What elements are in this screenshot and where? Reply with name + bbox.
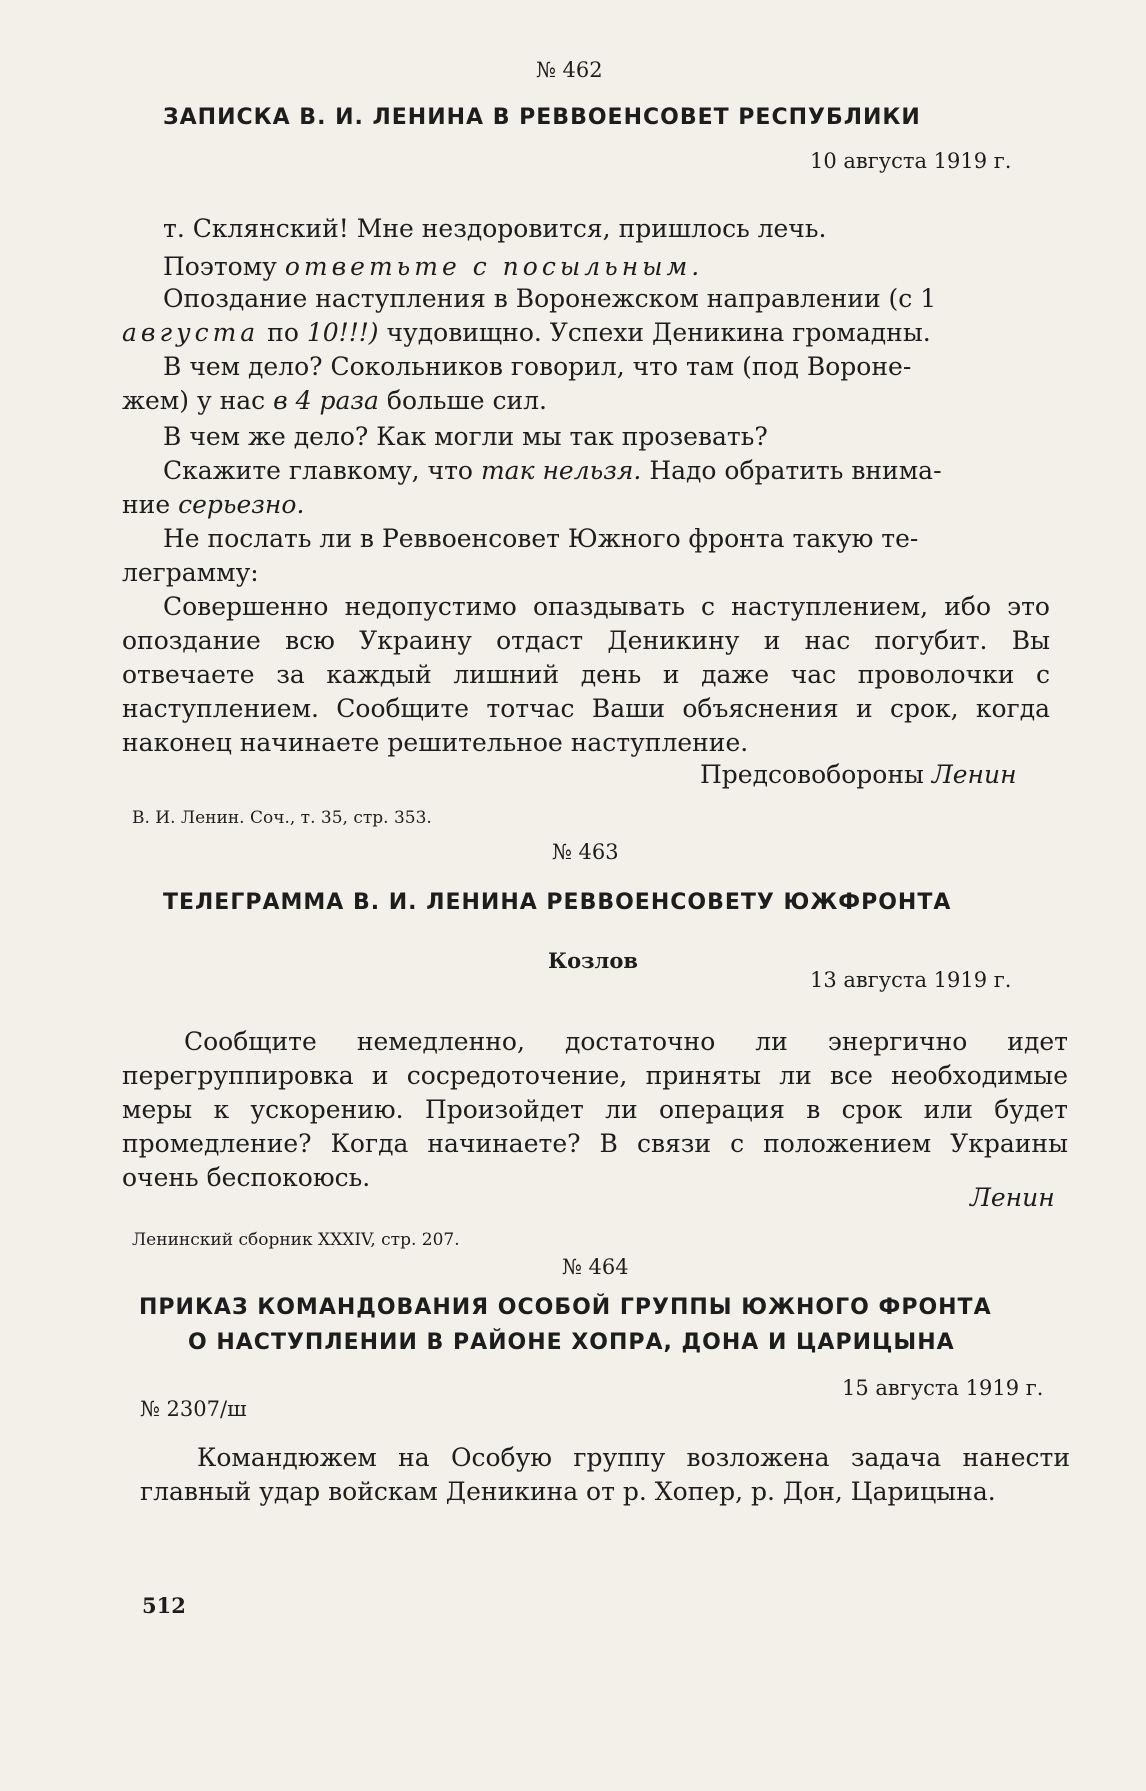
doc-place: Козлов: [548, 948, 638, 973]
text-line: Не послать ли в Реввоенсовет Южного фронта такую те-: [163, 524, 919, 553]
doc-date: 10 августа 1919 г.: [810, 149, 1012, 173]
doc-date: 13 августа 1919 г.: [810, 968, 1012, 992]
text-line: В чем же дело? Как могли мы так прозевать?: [163, 422, 768, 451]
doc-title: О НАСТУПЛЕНИИ В РАЙОНЕ ХОПРА, ДОНА И ЦАРИЦЫНА: [188, 1330, 955, 1355]
order-number: № 2307/ш: [140, 1397, 247, 1421]
text-line: В чем дело? Сокольников говорил, что там (под Вороне-: [163, 352, 912, 381]
page-number: 512: [142, 1593, 186, 1618]
source-citation: Ленинский сборник XXXIV, стр. 207.: [132, 1230, 460, 1250]
text-line: жем) у нас в 4 раза больше сил.: [122, 386, 547, 415]
text-line: августа по 10!!!) чудовищно. Успехи Деникина громадны.: [122, 318, 931, 347]
doc-title: ПРИКАЗ КОМАНДОВАНИЯ ОСОБОЙ ГРУППЫ ЮЖНОГО ФРОНТА: [139, 1295, 992, 1320]
text-line: Скажите главкому, что так нельзя. Надо обратить внима-: [163, 456, 942, 485]
signature: Предсовобороны Ленин: [700, 760, 1017, 789]
order-text: Командюжем на Особую группу возложена задача нанести главный удар войскам Деникина от р. Хопер, р. Дон, Царицына.: [140, 1443, 1070, 1506]
source-citation: В. И. Ленин. Соч., т. 35, стр. 353.: [132, 808, 432, 828]
doc-title: ЗАПИСКА В. И. ЛЕНИНА В РЕВВОЕНСОВЕТ РЕСПУБЛИКИ: [163, 105, 921, 130]
telegram-text: Сообщите немедленно, достаточно ли энергично идет перегруппировка и сосредоточение, приняты ли все необходимые меры к ускорению. Произойдет ли операция в срок или будет промедление? Когда начинаете? В связи с положением Украины очень беспокоюсь.: [122, 1027, 1068, 1192]
signature: Ленин: [970, 1183, 1055, 1212]
doc-title: ТЕЛЕГРАММА В. И. ЛЕНИНА РЕВВОЕНСОВЕТУ ЮЖФРОНТА: [163, 890, 952, 915]
text-line: ние серьезно.: [122, 490, 305, 519]
doc-number: № 463: [552, 840, 619, 864]
text-line: леграмму:: [122, 558, 259, 587]
text-line: Поэтому ответьте с посыльным.: [163, 252, 704, 281]
doc-date: 15 августа 1919 г.: [842, 1376, 1044, 1400]
telegram-text: Совершенно недопустимо опаздывать с наступлением, ибо это опоздание всю Украину отдаст Деникину и нас погубит. Вы отвечаете за каждый лишний день и даже час проволочки с наступлением. Сообщите тотчас Ваши объяснения и срок, когда наконец начинаете решительное наступление.: [122, 592, 1050, 757]
doc-number: № 462: [536, 58, 603, 82]
text-line: Опоздание наступления в Воронежском направлении (с 1: [163, 284, 937, 313]
text-line: т. Склянский! Мне нездоровится, пришлось лечь.: [163, 214, 827, 243]
doc-number: № 464: [562, 1255, 629, 1279]
